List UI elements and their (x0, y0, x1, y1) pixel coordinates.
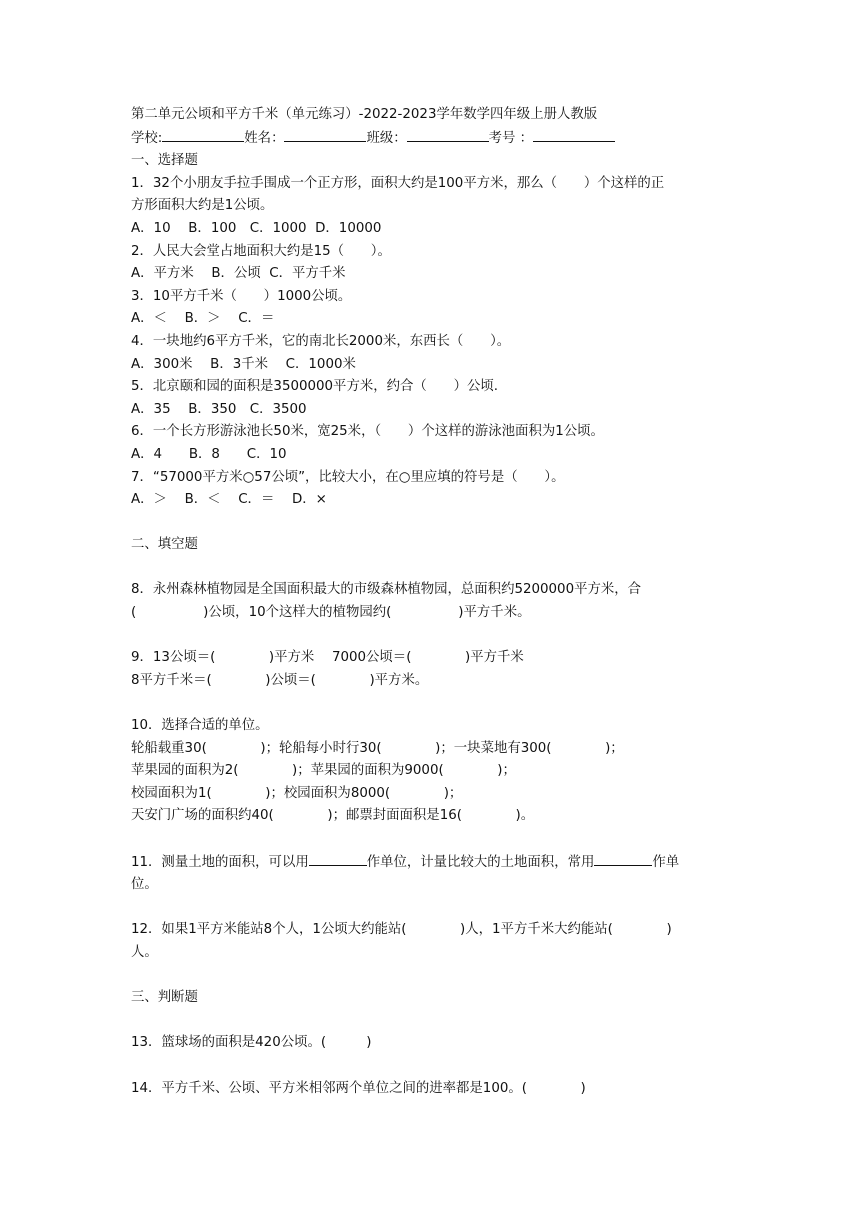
question-5: 5．北京颐和园的面积是3500000平方米，约合（ ）公顷. (131, 379, 499, 395)
question-1-line-1: 1．32个小朋友手拉手围成一个正方形，面积大约是100平方米，那么（ ）个这样的正 (131, 175, 665, 191)
question-11-blank-1[interactable] (309, 851, 367, 866)
question-11-part-1: 11．测量土地的面积，可以用 (131, 854, 309, 870)
question-11-part-2: 作单位，计量比较大的土地面积，常用 (366, 854, 595, 870)
section-heading-judge: 三、判断题 (131, 990, 198, 1006)
question-6: 6．一个长方形游泳池长50米，宽25米，（ ）个这样的游泳池面积为1公顷。 (131, 424, 604, 440)
question-4: 4．一块地约6平方千米，它的南北长2000米，东西长（ ）。 (131, 333, 511, 349)
question-2-options: A．平方米 B．公顷 C．平方千米 (131, 266, 346, 282)
worksheet-title: 第二单元公顷和平方千米（单元练习）-2022-2023学年数学四年级上册人教版 (131, 107, 598, 122)
question-3: 3．10平方千米（ ）1000公顷。 (131, 288, 352, 304)
question-11-part-3: 作单 (652, 854, 680, 870)
question-9-line-2: 8平方千米＝( )公顷＝( )平方米。 (131, 672, 429, 688)
question-12-line-2: 人。 (131, 944, 158, 960)
school-blank[interactable] (162, 127, 244, 142)
question-8-line-2: ( )公顷，10个这样大的植物园约( )平方千米。 (131, 605, 531, 621)
school-label: 学校: (131, 130, 163, 146)
question-3-options: A．＜ B．＞ C．＝ (131, 311, 275, 327)
question-10-line-3: 校园面积为1( )；校园面积为8000( )； (131, 785, 463, 801)
question-11-blank-2[interactable] (594, 851, 652, 866)
class-blank[interactable] (407, 127, 489, 142)
question-10-intro: 10．选择合适的单位。 (131, 718, 269, 734)
question-10-line-2: 苹果园的面积为2( )；苹果园的面积为9000( )； (131, 763, 516, 779)
name-label: 姓名： (244, 130, 285, 146)
question-11-line-2: 位。 (131, 877, 158, 893)
question-14: 14．平方千米、公顷、平方米相邻两个单位之间的进率都是100。( ) (131, 1080, 586, 1096)
question-8-line-1: 8．永州森林植物园是全国面积最大的市级森林植物园，总面积约5200000平方米，合 (131, 582, 642, 598)
class-label: 班级： (366, 130, 407, 146)
question-6-options: A．4 B．8 C．10 (131, 446, 287, 462)
question-11-line-1 (131, 851, 737, 875)
question-1-line-2: 方形面积大约是1公顷。 (131, 198, 274, 214)
section-heading-fill: 二、填空题 (131, 537, 198, 553)
section-heading-choice: 一、选择题 (131, 153, 198, 169)
question-5-options: A．35 B．350 C．3500 (131, 401, 307, 417)
exam-no-label: 考号 ： (488, 130, 534, 146)
question-13: 13．篮球场的面积是420公顷。( ) (131, 1035, 372, 1051)
question-2: 2．人民大会堂占地面积大约是15（ ）。 (131, 243, 391, 259)
question-9-line-1: 9．13公顷＝( )平方米 7000公顷＝( )平方千米 (131, 650, 524, 666)
exam-no-blank[interactable] (533, 127, 615, 142)
question-1-options: A．10 B．100 C．1000 D．10000 (131, 220, 382, 236)
question-10-line-4: 天安门广场的面积约40( )；邮票封面面积是16( )。 (131, 808, 535, 824)
question-7-options: A．＞ B．＜ C．＝ D．× (131, 492, 327, 508)
question-7: 7．“57000平方米○57公顷”，比较大小，在○里应填的符号是（ ）。 (131, 469, 565, 485)
student-info-line (131, 127, 737, 151)
question-10-line-1: 轮船载重30( )；轮船每小时行30( )；一块菜地有300( )； (131, 740, 624, 756)
question-4-options: A．300米 B．3千米 C．1000米 (131, 356, 356, 372)
question-12-line-1: 12．如果1平方米能站8个人，1公顷大约能站( )人，1平方千米大约能站( ) (131, 922, 672, 938)
worksheet-page (131, 104, 737, 1100)
name-blank[interactable] (284, 127, 366, 142)
